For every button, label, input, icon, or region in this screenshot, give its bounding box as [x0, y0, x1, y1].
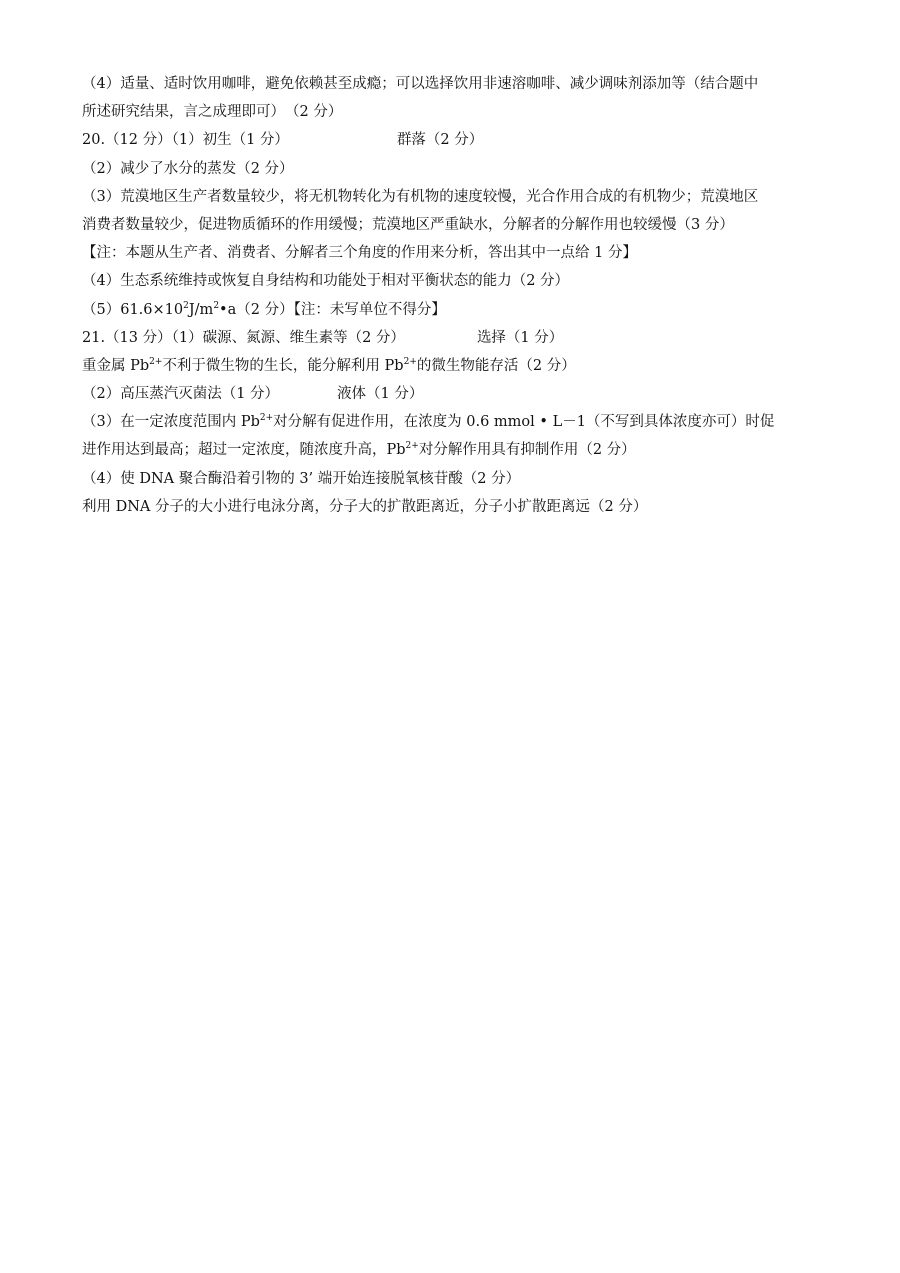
q20-part3-line2: 消费者数量较少，促进物质循环的作用缓慢；荒漠地区严重缺水，分解者的分解作用也较缓慢（3 分） — [82, 216, 734, 233]
q21-part1-answer: 21.（13 分）（1）碳源、氮源、维生素等（2 分） — [82, 329, 405, 346]
q21-explanation-c: 的微生物能存活（2 分） — [416, 357, 576, 374]
q20-part5-value: （5）61.6×10 — [82, 301, 184, 318]
q20-part5-unit: J/m — [188, 301, 214, 318]
q20-part1-answer-b: 群落（2 分） — [396, 132, 484, 149]
q21-part3-c: 进作用达到最高；超过一定浓度，随浓度升高，Pb — [82, 442, 406, 459]
q21-part3-a: （3）在一定浓度范围内 Pb — [82, 414, 260, 431]
q21-part4-line1: （4）使 DNA 聚合酶沿着引物的 3’ 端开始连接脱氧核苷酸（2 分） — [82, 470, 521, 487]
q20-part5-unit-exponent: 2 — [213, 300, 220, 311]
lead-ion-charge: 2+ — [405, 441, 419, 452]
q20-part2: （2）减少了水分的蒸发（2 分） — [82, 160, 294, 177]
q21-part4-line2: 利用 DNA 分子的大小进行电泳分离，分子大的扩散距离近，分子小扩散距离远（2 分） — [82, 498, 648, 515]
q20-part5 — [82, 296, 822, 324]
q20-part5-exponent: 2 — [183, 300, 189, 311]
q21-explanation-a: 重金属 Pb — [82, 357, 150, 374]
q19-part4-line2: 所述研究结果，言之成理即可） （2 分） — [82, 104, 343, 121]
lead-ion-charge: 2+ — [259, 413, 274, 424]
q20-part4: （4）生态系统维持或恢复自身结构和功能处于相对平衡状态的能力（2 分） — [82, 273, 570, 290]
q21-part2-answer: （2）高压蒸汽灭菌法（1 分） — [82, 386, 280, 403]
q21-part1-answer-b: 选择（1 分） — [476, 329, 564, 346]
q21-part3-d: 对分解作用具有抑制作用（2 分） — [418, 442, 636, 459]
q20-part3-note: 【注：本题从生产者、消费者、分解者三个角度的作用来分析，答出其中一点给 1 分】 — [82, 245, 637, 262]
q21-part1-explanation — [82, 352, 822, 380]
lead-ion-charge: 2+ — [149, 356, 163, 367]
q21-part3-b: 对分解有促进作用，在浓度为 0.6 mmol • L－1（不写到具体浓度亦可）时促 — [273, 414, 775, 431]
q21-part3-line2 — [82, 436, 822, 464]
q20-part3-line1: （3）荒漠地区生产者数量较少，将无机物转化为有机物的速度较慢，光合作用合成的有机物少；荒漠地区 — [82, 188, 759, 205]
q21-explanation-b: 不利于微生物的生长，能分解利用 Pb — [162, 357, 404, 374]
answer-key-page — [82, 70, 822, 521]
q21-part2-answer-b: 液体（1 分） — [337, 386, 424, 403]
q19-part4-line1: （4）适量、适时饮用咖啡，避免依赖甚至成瘾；可以选择饮用非速溶咖啡、减少调味剂添加等（结合题中 — [82, 76, 759, 92]
lead-ion-charge: 2+ — [403, 356, 417, 367]
q21-heading — [82, 324, 822, 352]
q20-part1-answer: 20.（12 分）（1）初生（1 分） — [82, 132, 289, 149]
q21-part3-line1 — [82, 408, 822, 436]
q20-heading — [82, 126, 822, 154]
q20-part5-rest: •a（2 分）【注：未写单位不得分】 — [219, 301, 446, 318]
q21-part2 — [82, 380, 822, 408]
